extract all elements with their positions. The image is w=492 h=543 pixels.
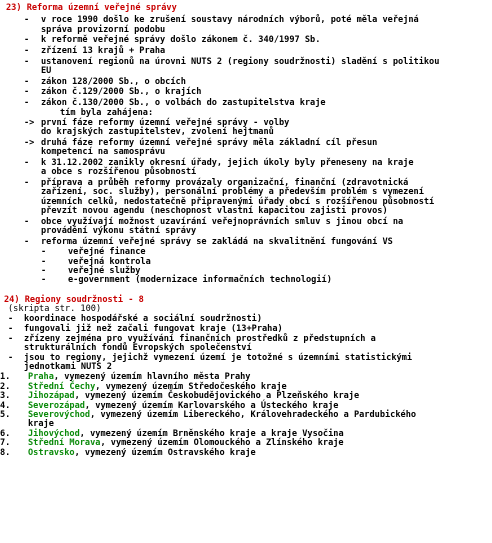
region-name: Severovýchod — [28, 410, 91, 421]
region-line: kraje — [28, 419, 54, 430]
sub-list-item-text: veřejná kontrola — [68, 256, 151, 267]
list-item-line: zákon 128/2000 Sb., o obcích — [41, 76, 186, 87]
list-item-line: v roce 1990 došlo ke zrušení soustavy národních výborů, poté měla veřejná — [41, 15, 419, 26]
list-item-line: zřízení 13 krajů + Praha — [41, 46, 166, 56]
section-24-number: 24) — [4, 294, 20, 305]
list-item — [0, 16, 492, 35]
bullet-marker: - — [41, 275, 47, 286]
region-name: Střední Morava — [28, 438, 101, 449]
list-item-line: správa provizorní podobu — [41, 24, 166, 35]
list-item — [0, 36, 492, 45]
bullet-marker: - — [24, 76, 30, 87]
region-item — [0, 411, 492, 430]
bullet-marker: -> — [24, 137, 35, 148]
section-23-heading: 23) Reforma územní veřejné správy — [6, 3, 177, 13]
list-item-line: obce využívají možnost uzavírání veřejnoprávních smluv s jinou obcí na — [41, 216, 404, 227]
region-name: Ostravsko — [28, 447, 75, 458]
list-item — [0, 78, 492, 87]
list-item — [0, 218, 492, 237]
bullet-marker: - — [41, 256, 47, 267]
list-item — [0, 159, 492, 178]
list-item-line: ustanovení regionů na úrovni NUTS 2 (regiony soudržnosti) sladění s politikou — [41, 56, 440, 67]
region-number: 7. — [0, 438, 11, 449]
section-24-title: Regiony soudržnosti — [24, 294, 124, 305]
region-number: 6. — [0, 428, 11, 439]
region-description: , vymezený územím Libereckého, Královehradeckého a Pardubického — [90, 410, 417, 421]
region-name: Jihovýchod — [28, 428, 80, 439]
list-item-line: zákon č.130/2000 Sb., o volbách do zastupitelstva kraje — [41, 97, 326, 108]
list-item-line: převzít novou agendu (neschopnost vlastní kapacitou zajisti provos) — [41, 206, 388, 216]
bullet-marker: - — [8, 323, 14, 334]
region-line — [14, 411, 492, 420]
region-description: , vymezený územím Brněnského kraje a kraje Vysočina — [79, 428, 344, 439]
region-description: , vymezený územím Karlovarského a Ústeckého kraje — [84, 400, 339, 411]
bullet-marker: -> — [24, 117, 35, 128]
list-item-line: jednotkami NUTS 2 — [24, 362, 112, 373]
region-number: 5. — [0, 410, 11, 421]
list-item — [0, 88, 492, 97]
list-item — [0, 99, 492, 108]
list-item — [0, 139, 492, 158]
list-item-line: strukturálních fondů Evropských společenství — [24, 343, 252, 354]
bullet-marker: - — [24, 56, 30, 67]
bullet-marker: - — [24, 177, 30, 188]
list-item — [0, 335, 492, 354]
list-item-line: koordinace hospodářské a sociální soudržnosti) — [24, 313, 262, 324]
bullet-marker: - — [8, 353, 14, 364]
list-item — [0, 325, 492, 334]
bullet-marker: - — [24, 236, 30, 247]
region-name: Praha — [28, 372, 54, 383]
list-item — [0, 179, 492, 217]
list-item-line: příprava a průběh reformy provázaly organizační, finanční (zdravotnická — [41, 177, 409, 188]
list-item — [0, 47, 492, 56]
region-description: , vymezený územím Českobudějovického a Plzeňského kraje — [74, 391, 360, 402]
bullet-marker: - — [24, 46, 30, 56]
bullet-marker: - — [41, 247, 47, 258]
bullet-marker: - — [41, 266, 47, 276]
section-24-source: (skripta str. 100) — [8, 304, 102, 315]
region-description: , vymezený územím Ostravského kraje — [74, 447, 256, 458]
list-item-line: jsou to regiony, jejichž vymezení území je totožné s územními statistickými — [24, 353, 413, 364]
sub-list-item — [0, 276, 492, 285]
region-name: Jihozápad — [28, 391, 75, 402]
region-description: , vymezený územím Středočeského kraje — [95, 381, 287, 392]
list-item — [0, 238, 492, 247]
region-list — [0, 373, 492, 458]
list-item-line: reforma územní veřejné správy se zakládá na skvalitnění fungování VS — [41, 236, 393, 247]
list-item-line: EU — [41, 66, 52, 76]
region-item — [0, 449, 492, 458]
bullet-marker: - — [8, 313, 14, 324]
bullet-marker: - — [24, 87, 30, 98]
list-item-line: zřízeny zejména pro využívání finančních prostředků z předstupních a — [24, 333, 376, 344]
section-24-count: - 8 — [128, 294, 144, 305]
bullet-marker: - — [24, 216, 30, 227]
list-item — [0, 119, 492, 138]
region-number: 4. — [0, 400, 11, 411]
section-23-list — [0, 16, 492, 108]
section-24-list — [0, 315, 492, 373]
region-description: , vymezený územím Olomouckého a Zlínského kraje — [100, 438, 344, 449]
bullet-marker: - — [8, 333, 14, 344]
list-item-line: do krajských zastupitelstev, zvolení hejtmanů — [41, 127, 274, 138]
list-item-line: územních celků, nedostatečně připravenými úřady obcí s rozšířenou působností — [41, 196, 435, 207]
list-item-line: a obce s rozšířenou působností — [41, 167, 197, 178]
sub-list-item-text: veřejné finance — [68, 247, 146, 258]
list-item-line: provádění výkonu státní správy — [41, 226, 197, 236]
list-item — [0, 354, 492, 373]
list-item-line: zařízení, soc. služby), personální problémy a především problém s vymezení — [41, 187, 424, 198]
bullet-marker: - — [24, 15, 30, 26]
list-item-line: k reformě veřejné správy došlo zákonem č. 340/1997 Sb. — [41, 35, 321, 46]
region-line — [14, 449, 492, 458]
bullet-marker: - — [24, 35, 30, 46]
list-item-line: první fáze reformy územní veřejné správy - volby — [41, 117, 290, 128]
section-23-note: tím byla zahájena: — [60, 108, 154, 119]
section-23-phase-list — [0, 119, 492, 158]
region-number: 8. — [0, 447, 11, 458]
list-item-line: k 31.12.2002 zanikly okresní úřady, jejich úkoly byly přeneseny na kraje — [41, 157, 414, 168]
region-name: Střední Čechy — [28, 381, 96, 392]
list-item-line: fungovali již než začali fungovat kraje (13+Praha) — [24, 323, 283, 334]
region-number: 1. — [0, 372, 11, 383]
bullet-marker: - — [24, 97, 30, 108]
section-23-sublist — [0, 248, 492, 286]
list-item — [0, 58, 492, 77]
list-item-line: zákon č.129/2000 Sb., o krajích — [41, 87, 202, 98]
sub-list-item-text: veřejné služby — [68, 266, 141, 276]
section-23-list-2 — [0, 159, 492, 247]
section-23 — [0, 4, 492, 286]
list-item-line: druhá fáze reformy územní veřejné správy měla základní cíl přesun — [41, 137, 378, 148]
section-24 — [0, 296, 492, 458]
bullet-marker: - — [24, 157, 30, 168]
list-item — [0, 315, 492, 324]
region-description: , vymezený územím hlavního města Prahy — [53, 372, 251, 383]
region-number: 2. — [0, 381, 11, 392]
sub-list-item-text: e-government (modernizace informačních technologií) — [68, 275, 332, 286]
region-number: 3. — [0, 391, 11, 402]
list-item-line: kompetencí na samosprávu — [41, 147, 166, 158]
region-name: Severozápad — [28, 400, 85, 411]
